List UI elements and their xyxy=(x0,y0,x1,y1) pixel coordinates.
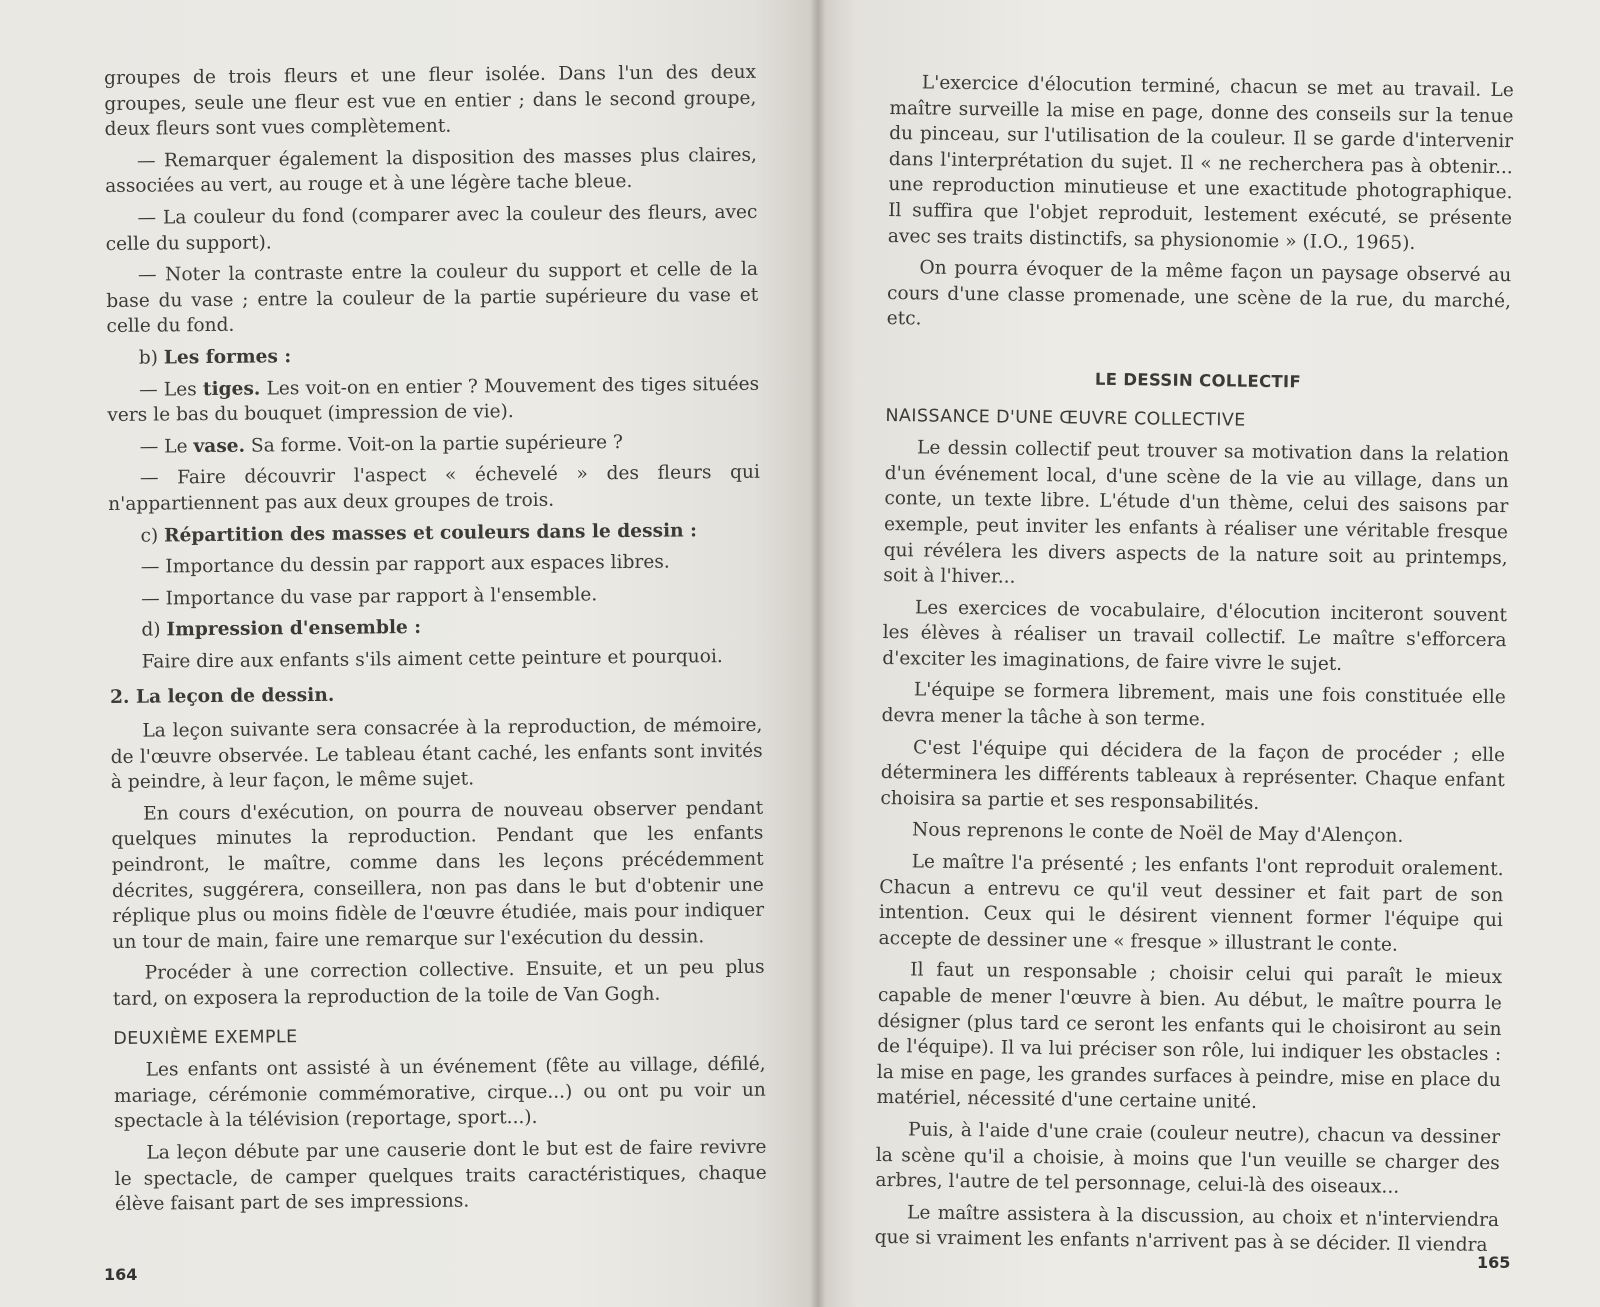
paragraph-text: Le maître l'a présenté ; les enfants l'ont reproduit oralement. Chacun a entrevu ce qu'il veut dessiner et fait part de son intention. Ceux qui le désirent viennent former l'équipe qui accepte de dessiner une « fresque » illustrant le conte. xyxy=(878,851,1504,956)
paragraph-text: Puis, à l'aide d'une craie (couleur neutre), chacun va dessiner la scène qu'il a choisie, à moins que l'un veuille se charger des arbres, l'autre de tel personnage, celui-là des oiseaux... xyxy=(875,1119,1501,1198)
paragraph-text: — Noter la contraste entre la couleur du support et celle de la base du vase ; entre la couleur de la partie supérieure du vase et celle du fond. xyxy=(106,258,759,338)
paragraph-text: — La couleur du fond (comparer avec la couleur des fleurs, avec celle du support). xyxy=(105,201,758,255)
list-item xyxy=(109,549,761,581)
body-paragraph xyxy=(111,796,764,956)
paragraph-text: d) xyxy=(141,619,167,641)
paragraph-text: Nous reprenons le conte de Noël de May d'Alençon. xyxy=(911,819,1404,848)
right-page-text xyxy=(874,70,1513,1265)
section-heading xyxy=(885,404,1509,438)
body-paragraph xyxy=(107,371,759,428)
paragraph-text: Les voit-on en entier ? Mouvement des tiges situées vers le bas du bouquet (impression de vie). xyxy=(107,373,760,427)
bold-term: Répartition des masses et couleurs dans le dessin : xyxy=(163,519,698,546)
body-paragraph xyxy=(876,957,1502,1119)
body-paragraph xyxy=(883,435,1509,597)
body-paragraph xyxy=(887,255,1512,340)
body-paragraph xyxy=(888,70,1514,257)
paragraph-text: L'équipe se formera librement, mais une fois constituée elle devra mener la tâche à son terme. xyxy=(881,679,1506,731)
paragraph-text: C'est l'équipe qui décidera de la façon de procéder ; elle déterminera les différents tableaux à représenter. Chaque enfant choisira sa partie et ses responsabilités. xyxy=(880,737,1506,814)
body-paragraph xyxy=(108,428,760,460)
body-paragraph xyxy=(875,1200,1500,1259)
bold-term: Impression d'ensemble : xyxy=(166,617,422,641)
list-item xyxy=(109,580,761,612)
paragraph-text: Sa forme. Voit-on la partie supérieure ? xyxy=(244,431,624,457)
body-paragraph xyxy=(110,713,763,796)
list-item xyxy=(109,612,761,644)
body-paragraph xyxy=(875,1117,1500,1202)
paragraph-text: Les enfants ont assisté à un événement (fête au village, défilé, mariage, cérémonie commémorative, cirque...) ou ont pu voir un spectacle à la télévision (reportage, sport...). xyxy=(113,1053,766,1133)
body-paragraph xyxy=(105,143,757,200)
paragraph-text: groupes de trois fleurs et une fleur isolée. Dans l'un des deux groupes, seule une fleur est vue en entier ; dans le second groupe, deux fleurs sont vues complètement. xyxy=(104,61,757,141)
body-paragraph xyxy=(114,1135,767,1218)
book-gutter xyxy=(810,0,826,1307)
paragraph-text: L'exercice d'élocution terminé, chacun se met au travail. Le maître surveille la mise en page, donne des conseils sur la tenue du pinceau, sur l'utilisation de la couleur. Il se garde d'intervenir dans l'interprétation du sujet. Il « ne recherchera pas à obtenir... une reproduction minutieuse et une exactitude photographique. Il suffira que l'objet reproduit, lestement exécuté, se présente avec ses traits distinctifs, sa physionomie » (I.O., 1965). xyxy=(887,72,1514,254)
body-paragraph xyxy=(880,817,1504,851)
body-paragraph xyxy=(105,200,757,257)
bold-term: Les formes : xyxy=(163,346,292,369)
paragraph-text: LE DESSIN COLLECTIF xyxy=(1094,369,1302,392)
paragraph-text: Procéder à une correction collective. Ensuite, et un peu plus tard, on exposera la reproduction de la toile de Van Gogh. xyxy=(112,957,765,1010)
paragraph-text: Les exercices de vocabulaire, d'élocution inciteront souvent les élèves à réaliser un travail collectif. Le maître s'efforcera d'exciter les imaginations, de faire vivre le sujet. xyxy=(882,597,1508,675)
body-paragraph xyxy=(113,955,765,1012)
paragraph-text: Le maître assistera à la discussion, au choix et n'interviendra que si vraiment les enfants n'arrivent pas à se décider. Il viendra xyxy=(874,1202,1500,1257)
paragraph-text: DEUXIÈME EXEMPLE xyxy=(113,1026,298,1049)
body-paragraph xyxy=(880,735,1505,820)
paragraph-text: — Importance du vase par rapport à l'ensemble. xyxy=(141,583,598,610)
body-paragraph xyxy=(108,460,760,517)
body-paragraph xyxy=(881,677,1506,736)
bold-term: vase. xyxy=(193,435,246,457)
list-item xyxy=(107,340,759,372)
body-paragraph xyxy=(882,595,1507,680)
paragraph-text: La leçon débute par une causerie dont le but est de faire revivre le spectacle, de camper quelques traits caractéristiques, chaque élève faisant part de ses impressions. xyxy=(114,1136,767,1216)
paragraph-text: Le dessin collectif peut trouver sa motivation dans la relation d'un événement local, d'une scène de la vie au village, dans un conte, un texte libre. L'étude d'un thème, celui des saisons par exemple, peut inviter les enfants à réaliser une véritable fresque qui révélera les divers aspects de la nature soit au printemps, soit à l'hiver... xyxy=(883,437,1510,588)
body-paragraph xyxy=(104,60,757,143)
list-item xyxy=(110,644,762,676)
paragraph-text: — Les xyxy=(139,378,204,401)
paragraph-text: En cours d'exécution, on pourra de nouveau observer pendant quelques minutes la reproduction. Pendant que les enfants peindront, le maître, comme dans les leçons précédemment décrites, suggérera, conseillera, non pas dans le but d'obtenir une réplique plus ou moins fidèle de l'œuvre étudiée, mais pour indiquer un tour de main, faire une remarque sur l'exécution du dessin. xyxy=(111,797,765,953)
paragraph-text: b) xyxy=(138,347,164,369)
paragraph-text: 2. La leçon de dessin. xyxy=(109,685,335,709)
paragraph-text: La leçon suivante sera consacrée à la reproduction, de mémoire, de l'œuvre observée. Le tableau étant caché, les enfants sont invités à peindre, à leur façon, le même sujet. xyxy=(110,714,763,794)
paragraph-text: — Importance du dessin par rapport aux espaces libres. xyxy=(140,551,670,578)
paragraph-text: On pourra évoquer de la même façon un paysage observé au cours d'une classe promenade, une scène de la rue, du marché, etc. xyxy=(886,257,1512,330)
paragraph-text: — Le xyxy=(139,435,194,458)
page-number-left: 164 xyxy=(104,1265,138,1284)
bold-term: tiges. xyxy=(202,378,261,400)
chapter-heading xyxy=(886,364,1510,398)
section-heading xyxy=(113,1020,765,1052)
paragraph-text: Faire dire aux enfants s'ils aiment cette peinture et pourquoi. xyxy=(141,645,723,673)
page-number-right: 165 xyxy=(1477,1253,1511,1272)
paragraph-text: — Remarquer également la disposition des masses plus claires, associées au vert, au rouge et à une légère tache bleue. xyxy=(105,144,757,198)
list-item xyxy=(108,517,760,549)
paragraph-text: c) xyxy=(140,524,165,547)
body-paragraph xyxy=(114,1052,767,1135)
body-paragraph xyxy=(106,257,759,340)
paragraph-text: NAISSANCE D'UNE ŒUVRE COLLECTIVE xyxy=(885,405,1246,431)
left-page-text xyxy=(104,60,767,1224)
section-title xyxy=(110,679,762,711)
body-paragraph xyxy=(878,849,1503,960)
paragraph-text: — Faire découvrir l'aspect « échevelé » des fleurs qui n'appartiennent pas aux deux groupes de trois. xyxy=(108,462,761,515)
paragraph-text: Il faut un responsable ; choisir celui qui paraît le mieux capable de mener l'œuvre à bien. Au début, le maître pourra le désigner (plus tard ce seront les enfants qui le choisiront au sein de l'équipe). Il va lui préciser son rôle, lui indiquer les obstacles : la mise en page, les grandes surfaces à peindre, mise en place du matériel, nécessité d'une certaine unité. xyxy=(876,959,1503,1114)
